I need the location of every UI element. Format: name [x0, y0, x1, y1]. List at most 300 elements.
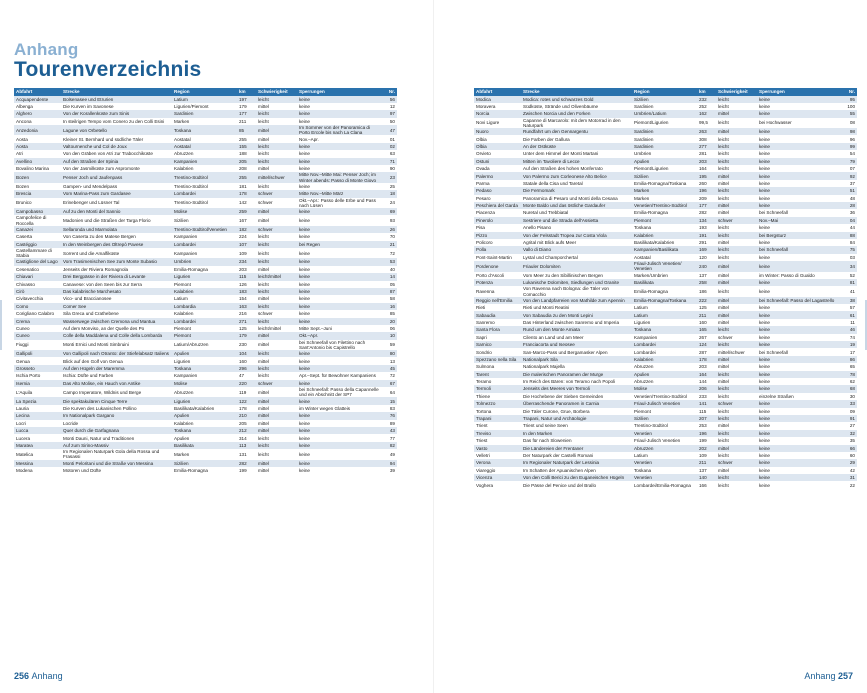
- footer-right: [804, 671, 853, 681]
- cell-number: 64: [384, 387, 397, 397]
- table-row: [474, 445, 857, 452]
- cell-departure: Bozen: [14, 172, 61, 182]
- cell-difficulty: mittel: [716, 311, 757, 318]
- cell-departure: Viareggio: [474, 467, 521, 474]
- cell-route: Colle della Maddalena und Colle della Lombarda: [61, 332, 172, 339]
- cell-km: 107: [237, 241, 256, 248]
- cell-number: 12: [384, 103, 397, 110]
- table-row: [14, 380, 397, 387]
- cell-number: 13: [384, 357, 397, 364]
- cell-closures: keine: [757, 474, 844, 481]
- table-row: [14, 303, 397, 310]
- cell-number: 06: [384, 325, 397, 332]
- cell-region: Sardinien: [172, 110, 237, 117]
- table-row: [14, 165, 397, 172]
- cell-departure: Lecina: [14, 412, 61, 419]
- table-row: [474, 408, 857, 415]
- table-row: [14, 434, 397, 441]
- cell-region: Kampanien: [172, 248, 237, 258]
- cell-number: 20: [384, 318, 397, 325]
- cell-departure: Corigliano Calabro: [14, 310, 61, 317]
- cell-region: Apulien: [632, 158, 697, 165]
- cell-departure: Olbia: [474, 135, 521, 142]
- table-row: [474, 393, 857, 400]
- cell-closures: bei Schneefall: [757, 209, 844, 216]
- cell-km: 140: [697, 474, 716, 481]
- cell-km: 165: [697, 326, 716, 333]
- cell-route: Der Naturpark der Castelli Romani: [521, 452, 632, 459]
- footer-left: [14, 671, 63, 681]
- cell-difficulty: mittel: [256, 467, 297, 474]
- cell-closures: im Winter wegen Glatteis: [297, 405, 384, 412]
- cell-km: 126: [237, 281, 256, 288]
- table-row: [14, 318, 397, 325]
- cell-difficulty: leicht: [716, 341, 757, 348]
- cell-number: 18: [384, 190, 397, 197]
- cell-difficulty: leicht: [716, 143, 757, 150]
- cell-region: Piemont: [172, 325, 237, 332]
- table-row: [14, 427, 397, 434]
- cell-km: 122: [237, 397, 256, 404]
- cell-number: 90: [384, 165, 397, 172]
- cell-closures: keine: [757, 187, 844, 194]
- cell-region: Marken: [172, 449, 237, 459]
- cell-number: 80: [384, 350, 397, 357]
- cell-closures: keine: [297, 365, 384, 372]
- cell-number: 16: [384, 303, 397, 310]
- cell-difficulty: mittel: [256, 357, 297, 364]
- cell-difficulty: leicht: [716, 96, 757, 103]
- cell-km: 263: [697, 128, 716, 135]
- cell-number: 76: [384, 412, 397, 419]
- cell-km: 203: [237, 266, 256, 273]
- cell-difficulty: leicht: [716, 326, 757, 333]
- cell-route: Die Täler Curone, Grue, Borbera: [521, 408, 632, 415]
- cell-number: 50: [384, 118, 397, 125]
- cell-departure: Cirò: [14, 288, 61, 295]
- cell-closures: keine: [757, 195, 844, 202]
- cell-closures: keine: [297, 427, 384, 434]
- cell-number: 96: [844, 135, 857, 142]
- cell-route: Auf dem Monviso, an der Quelle des Po: [61, 325, 172, 332]
- cell-km: 234: [237, 258, 256, 265]
- table-row: [474, 103, 857, 110]
- table-row: [474, 311, 857, 318]
- cell-route: Comer See: [61, 303, 172, 310]
- cell-route: Gampen- und Mendelpass: [61, 183, 172, 190]
- table-row: [14, 420, 397, 427]
- table-row: [14, 449, 397, 459]
- table-row: [14, 258, 397, 265]
- cell-departure: Matelica: [14, 449, 61, 459]
- cell-number: 81: [844, 279, 857, 286]
- cell-region: Latium: [172, 295, 237, 302]
- cell-km: 282: [237, 460, 256, 467]
- cell-region: Apulien: [172, 434, 237, 441]
- cell-closures: keine: [297, 449, 384, 459]
- cell-number: 71: [384, 158, 397, 165]
- cell-closures: bei Hochwasser: [757, 118, 844, 128]
- cell-departure: Treviso: [474, 430, 521, 437]
- cell-number: 53: [384, 258, 397, 265]
- cell-number: 86: [844, 356, 857, 363]
- cell-route: Von Caserta zu den Matese Bergen: [61, 233, 172, 240]
- cell-departure: Pesaro: [474, 195, 521, 202]
- cell-departure: Rieti: [474, 304, 521, 311]
- cell-region: Piemont/Ligurien: [632, 165, 697, 172]
- cell-number: 43: [384, 427, 397, 434]
- table-row: [14, 150, 397, 157]
- column-header-region: Region: [632, 88, 697, 96]
- cell-region: Venetien/Trentino-Südtirol: [632, 202, 697, 209]
- table-row: [14, 172, 397, 182]
- column-header-departure: Abfahrt: [14, 88, 61, 96]
- cell-difficulty: mittel: [716, 180, 757, 187]
- table-row: [14, 350, 397, 357]
- cell-departure: Cuneo: [14, 332, 61, 339]
- table-row: [474, 217, 857, 224]
- table-header-row: [474, 88, 857, 96]
- cell-route: Franciacorta und Iseosee: [521, 341, 632, 348]
- cell-km: 193: [697, 224, 716, 231]
- table-row: [14, 118, 397, 125]
- table-row: [14, 442, 397, 449]
- cell-number: 33: [844, 400, 857, 407]
- cell-region: Emilia-Romagna/Toskana: [632, 297, 697, 304]
- cell-km: 191: [697, 232, 716, 239]
- table-row: [474, 371, 857, 378]
- cell-closures: Okt.–Apr.: [297, 332, 384, 339]
- cell-route: Rieti und Monti Reatini: [521, 304, 632, 311]
- table-row: [14, 412, 397, 419]
- cell-closures: Nov.–Mai: [757, 217, 844, 224]
- cell-region: Toskana: [172, 427, 237, 434]
- cell-difficulty: leicht: [716, 224, 757, 231]
- cell-km: 119: [237, 387, 256, 397]
- cell-closures: keine: [297, 380, 384, 387]
- cell-departure: Bozen: [14, 183, 61, 190]
- cell-km: 255: [237, 135, 256, 142]
- table-row: [474, 385, 857, 392]
- cell-region: Piemont: [632, 217, 697, 224]
- cell-number: 72: [384, 248, 397, 258]
- cell-region: Trentino-Südtirol: [632, 422, 697, 429]
- cell-departure: Canazei: [14, 226, 61, 233]
- cell-km: 206: [697, 385, 716, 392]
- table-row: [474, 363, 857, 370]
- cell-region: Kalabrien: [172, 165, 237, 172]
- table-row: [14, 143, 397, 150]
- cell-difficulty: leicht: [256, 281, 297, 288]
- cell-closures: keine: [297, 165, 384, 172]
- cell-number: 95: [844, 96, 857, 103]
- cell-number: 25: [384, 183, 397, 190]
- cell-km: 196: [697, 187, 716, 194]
- cell-difficulty: mittel: [256, 420, 297, 427]
- cell-km: 141: [697, 400, 716, 407]
- cell-number: 84: [844, 239, 857, 246]
- cell-difficulty: leicht: [256, 150, 297, 157]
- footer-label-left: Anhang: [31, 671, 63, 681]
- cell-difficulty: mittel: [256, 103, 297, 110]
- cell-departure: Lucera: [14, 434, 61, 441]
- cell-route: Agrital mit Blick aufs Meer: [521, 239, 632, 246]
- column-header-route: Strecke: [61, 88, 172, 96]
- table-row: [14, 405, 397, 412]
- cell-route: Rund um den Monte Amiata: [521, 326, 632, 333]
- column-header-difficulty: Schwierigkeit: [256, 88, 297, 96]
- cell-route: Das für nach Slowenien: [521, 437, 632, 444]
- cell-departure: Isernia: [14, 380, 61, 387]
- cell-departure: Aosta: [14, 143, 61, 150]
- cell-route: Vico- und Braccianosee: [61, 295, 172, 302]
- table-row: [474, 304, 857, 311]
- cell-km: 211: [697, 311, 716, 318]
- cell-departure: Triest: [474, 437, 521, 444]
- cell-number: 88: [844, 232, 857, 239]
- cell-route: An der Ostküste: [521, 143, 632, 150]
- table-row: [474, 430, 857, 437]
- table-row: [474, 452, 857, 459]
- cell-region: Latium: [172, 96, 237, 103]
- table-row: [474, 261, 857, 271]
- cell-region: Abruzzen: [172, 150, 237, 157]
- tour-table-left: [14, 88, 397, 474]
- cell-closures: keine: [757, 445, 844, 452]
- cell-number: 22: [844, 481, 857, 488]
- cell-closures: keine: [757, 128, 844, 135]
- table-row: [474, 232, 857, 239]
- cell-km: 240: [697, 261, 716, 271]
- cell-departure: Sulmona: [474, 363, 521, 370]
- cell-region: Ligurien: [172, 273, 237, 280]
- cell-closures: Mitte Nov.–Mitte März: [297, 190, 384, 197]
- cell-route: Die Kurven des Lukanischen Pollino: [61, 405, 172, 412]
- cell-region: Apulien: [172, 350, 237, 357]
- cell-km: 124: [697, 341, 716, 348]
- table-row: [474, 334, 857, 341]
- cell-closures: keine: [297, 288, 384, 295]
- cell-departure: Campofelice di Roccella: [14, 215, 61, 225]
- cell-difficulty: leicht: [256, 449, 297, 459]
- cell-difficulty: leicht/mittel: [256, 273, 297, 280]
- cell-number: 51: [844, 187, 857, 194]
- cell-difficulty: leicht/mittel: [256, 325, 297, 332]
- cell-departure: L'Aquila: [14, 387, 61, 397]
- cell-region: Sardinien: [632, 128, 697, 135]
- cell-route: Auf den Straßen der Irpinia: [61, 158, 172, 165]
- cell-km: 177: [237, 110, 256, 117]
- cell-km: 287: [697, 348, 716, 355]
- cell-closures: keine: [297, 208, 384, 215]
- cell-route: Lukanische Dolomiten, Siedlungen und Granite: [521, 279, 632, 286]
- cell-km: 178: [237, 190, 256, 197]
- cell-region: Trentino-Südtirol: [172, 183, 237, 190]
- cell-departure: Verona: [474, 459, 521, 466]
- cell-route: Zwischen Norcia und den Forken: [521, 110, 632, 117]
- cell-route: Das kalabrische Marchesato: [61, 288, 172, 295]
- cell-number: 63: [384, 150, 397, 157]
- cell-number: 60: [844, 452, 857, 459]
- cell-closures: keine: [297, 143, 384, 150]
- table-row: [474, 172, 857, 179]
- cell-region: Latium: [632, 311, 697, 318]
- cell-route: Im Nationalpark Gargano: [61, 412, 172, 419]
- cell-number: 26: [384, 226, 397, 233]
- cell-region: Basilikata: [172, 442, 237, 449]
- cell-route: Lystal und Champorchertal: [521, 254, 632, 261]
- table-row: [474, 459, 857, 466]
- cell-route: In den Weinbergen des Oltrepò Pavese: [61, 241, 172, 248]
- table-row: [474, 128, 857, 135]
- cell-km: 155: [237, 143, 256, 150]
- cell-route: Die Kurven im Savonese: [61, 103, 172, 110]
- cell-difficulty: schwer: [716, 459, 757, 466]
- cell-number: 07: [844, 165, 857, 172]
- cell-km: 230: [237, 340, 256, 350]
- cell-number: 99: [844, 143, 857, 150]
- cell-route: In steilrigen Tempo vom Conero zu den Colli Esini: [61, 118, 172, 125]
- cell-km: 137: [697, 467, 716, 474]
- cell-route: Die Ländereien der Frentaner: [521, 445, 632, 452]
- cell-route: Von Palermo zum Corleonese Alto Belice: [521, 172, 632, 179]
- cell-difficulty: mittel: [256, 412, 297, 419]
- cell-route: Die Hochebene der Sieben Gemeinden: [521, 393, 632, 400]
- column-header-closures: Sperrungen: [297, 88, 384, 96]
- cell-departure: Caserta: [14, 233, 61, 240]
- cell-departure: Chiavari: [14, 273, 61, 280]
- cell-km: 252: [697, 103, 716, 110]
- cell-km: 208: [237, 165, 256, 172]
- cell-closures: keine: [757, 224, 844, 231]
- cell-closures: keine: [297, 158, 384, 165]
- cell-difficulty: mittel: [716, 356, 757, 363]
- cell-region: Lombardei: [632, 348, 697, 355]
- cell-route: Madonien und die Straßen der Targa Florio: [61, 215, 172, 225]
- cell-region: Marken/Umbrien: [632, 272, 697, 279]
- cell-region: Apulien: [632, 371, 697, 378]
- cell-closures: bei Bergsturz: [757, 232, 844, 239]
- cell-region: Lombardia: [172, 303, 237, 310]
- cell-closures: keine: [757, 437, 844, 444]
- cell-difficulty: mittel: [716, 202, 757, 209]
- cell-departure: Santa Flora: [474, 326, 521, 333]
- cell-departure: Albenga: [14, 103, 61, 110]
- cell-region: Lombardei: [172, 241, 237, 248]
- cell-number: 79: [844, 158, 857, 165]
- cell-closures: keine: [757, 279, 844, 286]
- cell-route: San-Marco-Pass und Bergamasker Alpen: [521, 348, 632, 355]
- cell-region: Trentino-Südtirol: [172, 198, 237, 208]
- cell-difficulty: mittel: [716, 297, 757, 304]
- cell-closures: keine: [757, 165, 844, 172]
- cell-km: 178: [237, 405, 256, 412]
- column-header-region: Region: [172, 88, 237, 96]
- cell-difficulty: schwer: [716, 400, 757, 407]
- cell-region: Sardinien: [632, 103, 697, 110]
- cell-number: 46: [844, 326, 857, 333]
- cell-closures: keine: [757, 304, 844, 311]
- cell-closures: keine: [297, 273, 384, 280]
- cell-region: Ligurien/Piemont: [172, 103, 237, 110]
- cell-closures: keine: [297, 295, 384, 302]
- cell-km: 211: [697, 459, 716, 466]
- cell-route: Panoramica di Pesaro und Monti della Cesana: [521, 195, 632, 202]
- cell-difficulty: mittel: [256, 405, 297, 412]
- cell-departure: Fiuggi: [14, 340, 61, 350]
- cell-route: Ischia: Düfte und Farben: [61, 372, 172, 379]
- cell-region: Molise: [632, 385, 697, 392]
- cell-km: 209: [697, 195, 716, 202]
- cell-number: 85: [384, 310, 397, 317]
- table-row: [14, 340, 397, 350]
- cell-region: Aostatal: [172, 143, 237, 150]
- cell-region: Friaul-Julisch Venetien/ Venetien: [632, 261, 697, 271]
- cell-km: 195: [697, 172, 716, 179]
- cell-departure: Polla: [474, 246, 521, 253]
- cell-departure: Tortona: [474, 408, 521, 415]
- cell-region: Marken: [632, 187, 697, 194]
- table-header-row: [14, 88, 397, 96]
- cell-difficulty: leicht: [716, 393, 757, 400]
- cell-departure: Trapani: [474, 415, 521, 422]
- cell-km: 99,5: [697, 118, 716, 128]
- cell-region: Abruzzen: [632, 378, 697, 385]
- cell-closures: keine: [757, 452, 844, 459]
- table-row: [474, 158, 857, 165]
- cell-departure: Norcia: [474, 110, 521, 117]
- cell-number: 04: [844, 217, 857, 224]
- cell-departure: Grosseto: [14, 365, 61, 372]
- cell-closures: keine: [297, 420, 384, 427]
- cell-route: Modica: rotes und schwarzes Gold: [521, 96, 632, 103]
- cell-number: 78: [844, 371, 857, 378]
- cell-number: 28: [844, 202, 857, 209]
- cell-departure: Ovada: [474, 165, 521, 172]
- table-row: [474, 297, 857, 304]
- cell-closures: keine: [757, 363, 844, 370]
- cell-difficulty: leicht: [256, 158, 297, 165]
- cell-difficulty: leicht: [716, 165, 757, 172]
- table-row: [14, 135, 397, 142]
- cell-departure: Pisa: [474, 224, 521, 231]
- cell-number: 05: [384, 281, 397, 288]
- cell-km: 233: [697, 393, 716, 400]
- cell-route: Friauler Dolomiten: [521, 261, 632, 271]
- table-row: [474, 437, 857, 444]
- cell-route: Auf zu den Monti del Sannio: [61, 208, 172, 215]
- table-row: [14, 310, 397, 317]
- cell-route: Die malerischen Panoramen der Murge: [521, 371, 632, 378]
- cell-departure: Brunico: [14, 198, 61, 208]
- cell-number: 70: [384, 233, 397, 240]
- cell-difficulty: mittel: [256, 340, 297, 350]
- cell-number: 83: [384, 405, 397, 412]
- table-row: [14, 281, 397, 288]
- cell-difficulty: mittel: [256, 397, 297, 404]
- cell-region: Toskana: [632, 224, 697, 231]
- cell-region: Kampanien: [172, 372, 237, 379]
- cell-route: Motoren und Düfte: [61, 467, 172, 474]
- cell-km: 253: [697, 422, 716, 429]
- cell-difficulty: schwer: [256, 198, 297, 208]
- cell-route: Locride: [61, 420, 172, 427]
- cell-km: 160: [697, 319, 716, 326]
- cell-region: Kampanien/Basilikata: [632, 246, 697, 253]
- cell-difficulty: leicht: [256, 118, 297, 125]
- cell-route: Das Alto Molise, ein Hauch von Antike: [61, 380, 172, 387]
- cell-difficulty: leicht: [256, 258, 297, 265]
